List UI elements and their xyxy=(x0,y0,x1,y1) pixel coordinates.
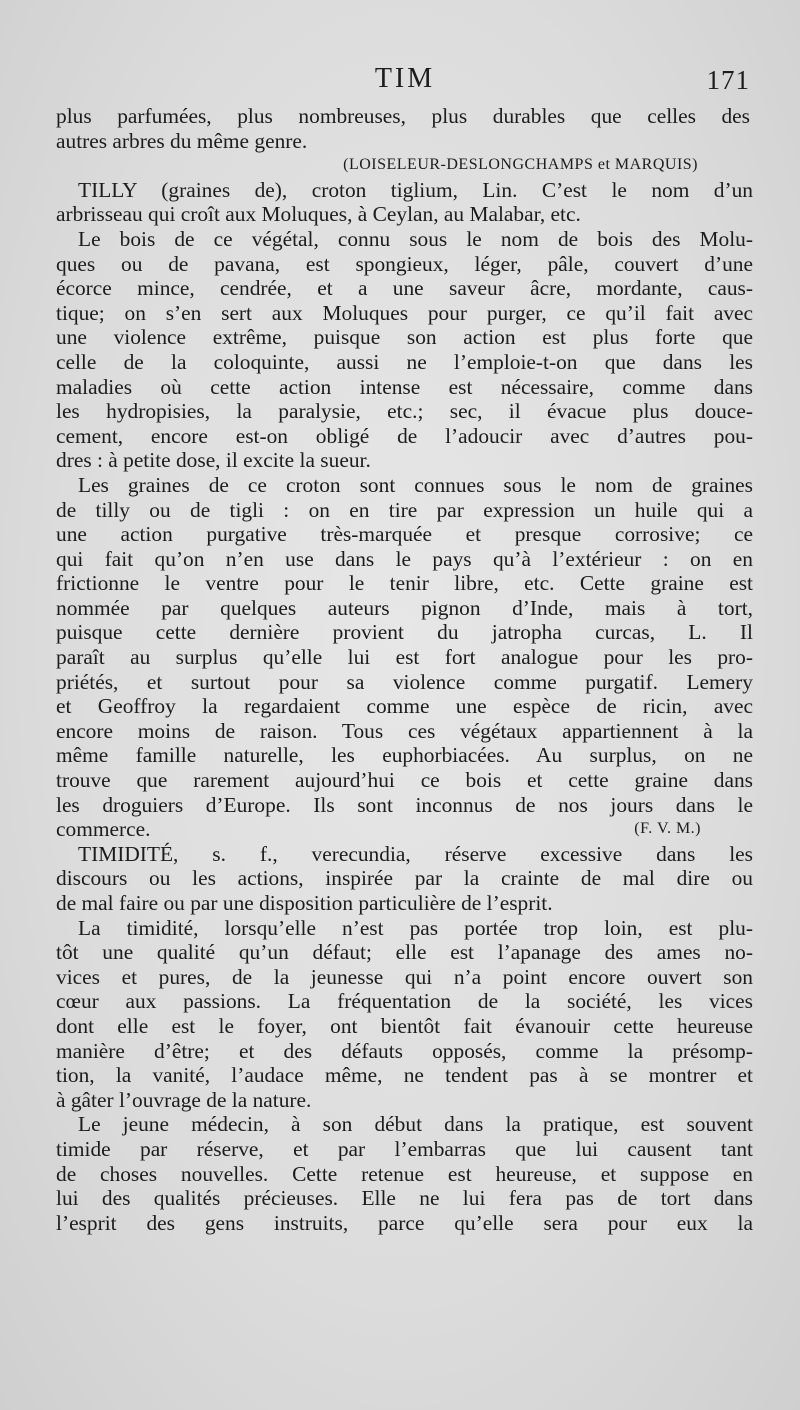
entry-heading-timidite: TIMIDITÉ, s. f., verecundia, réserve excessive dans les xyxy=(78,841,753,866)
text-line: dres : à petite dose, il excite la sueur. xyxy=(56,448,371,473)
text-line: trouve que rarement aujourd’hui ce bois et cette graine dans xyxy=(56,768,753,793)
text-line: encore moins de raison. Tous ces végétaux appartiennent à la xyxy=(56,718,753,743)
text-line: timide par réserve, et par l’embarras que lui causent tant xyxy=(56,1136,753,1161)
text-line: à gâter l’ouvrage de la nature. xyxy=(56,1087,312,1112)
text-line: frictionne le ventre pour le tenir libre, etc. Cette graine est xyxy=(56,571,753,596)
text-line: lui des qualités précieuses. Elle ne lui fera pas de tort dans xyxy=(56,1186,753,1211)
text-line: ques ou de pavana, est spongieux, léger, pâle, couvert d’une xyxy=(56,251,753,276)
text-line: même famille naturelle, les euphorbiacées. Au surplus, on ne xyxy=(56,743,753,768)
text-line: cœur aux passions. La fréquentation de la société, les vices xyxy=(56,989,753,1014)
text-line: manière d’être; et des défauts opposés, comme la présomp- xyxy=(56,1038,753,1063)
text-line: Le bois de ce végétal, connu sous le nom de bois des Molu- xyxy=(78,226,753,251)
body-text xyxy=(56,104,753,1235)
text-line: maladies où cette action intense est nécessaire, comme dans xyxy=(56,374,753,399)
text-line: La timidité, lorsqu’elle n’est pas portée trop loin, est plu- xyxy=(78,915,753,940)
page-number: 171 xyxy=(706,65,750,95)
author-attribution: (F. V. M.) xyxy=(634,820,701,838)
text-line: vices et pures, de la jeunesse qui n’a point encore ouvert son xyxy=(56,964,753,989)
text-line: de mal faire ou par une disposition particulière de l’esprit. xyxy=(56,891,553,915)
text-line: puisque cette dernière provient du jatropha curcas, L. Il xyxy=(56,620,753,645)
text-line: cement, encore est-on obligé de l’adoucir avec d’autres pou- xyxy=(56,423,753,448)
text-line xyxy=(56,817,753,842)
running-head-title: TIM xyxy=(374,63,436,94)
text-line-end: commerce. xyxy=(56,817,151,842)
text-line: plus parfumées, plus nombreuses, plus durables que celles des xyxy=(56,104,750,128)
text-line: de choses nouvelles. Cette retenue est heureuse, et suppose en xyxy=(56,1161,753,1186)
text-line: l’esprit des gens instruits, parce qu’elle sera pour eux la xyxy=(56,1210,753,1235)
text-line: les droguiers d’Europe. Ils sont inconnus de nos jours dans le xyxy=(56,792,753,817)
text-line: tique; on s’en sert aux Moluques pour purger, ce qu’il fait avec xyxy=(56,300,753,325)
text-line: autres arbres du même genre. xyxy=(56,128,308,153)
text-line: tôt une qualité qu’un défaut; elle est l’apanage des ames no- xyxy=(56,940,753,965)
text-line: de tilly ou de tigli : on en tire par expression un huile qui a xyxy=(56,497,753,522)
author-attribution: (LOISELEUR-DESLONGCHAMPS et MARQUIS) xyxy=(343,156,698,174)
text-line: arbrisseau qui croît aux Moluques, à Ceylan, au Malabar, etc. xyxy=(56,202,581,227)
text-line: les hydropisies, la paralysie, etc.; sec, il évacue plus douce- xyxy=(56,399,753,424)
running-head xyxy=(0,63,800,99)
text-line: celle de la coloquinte, aussi ne l’emploie-t-on que dans les xyxy=(56,349,753,374)
text-line: Le jeune médecin, à son début dans la pratique, est souvent xyxy=(78,1112,753,1137)
text-line: Les graines de ce croton sont connues sous le nom de graines xyxy=(78,472,753,497)
text-line: et Geoffroy la regardaient comme une espèce de ricin, avec xyxy=(56,694,753,719)
entry-heading-tilly: TILLY (graines de), croton tiglium, Lin. C’est le nom d’un xyxy=(78,177,753,202)
text-line: écorce mince, cendrée, et a une saveur âcre, mordante, caus- xyxy=(56,276,753,301)
text-line: discours ou les actions, inspirée par la crainte de mal dire ou xyxy=(56,866,753,891)
text-line: une violence extrême, puisque son action est plus forte que xyxy=(56,325,753,350)
text-line: qui fait qu’on n’en use dans le pays qu’à l’extérieur : on en xyxy=(56,546,753,571)
text-line: nommée par quelques auteurs pignon d’Inde, mais à tort, xyxy=(56,595,753,620)
text-line: une action purgative très-marquée et presque corrosive; ce xyxy=(56,522,753,547)
text-line: tion, la vanité, l’audace même, ne tendent pas à se montrer et xyxy=(56,1063,753,1088)
text-line: priétés, et surtout pour sa violence comme purgatif. Lemery xyxy=(56,669,753,694)
text-line: paraît au surplus qu’elle lui est fort analogue pour les pro- xyxy=(56,645,753,670)
text-line: dont elle est le foyer, ont bientôt fait évanouir cette heureuse xyxy=(56,1013,753,1038)
